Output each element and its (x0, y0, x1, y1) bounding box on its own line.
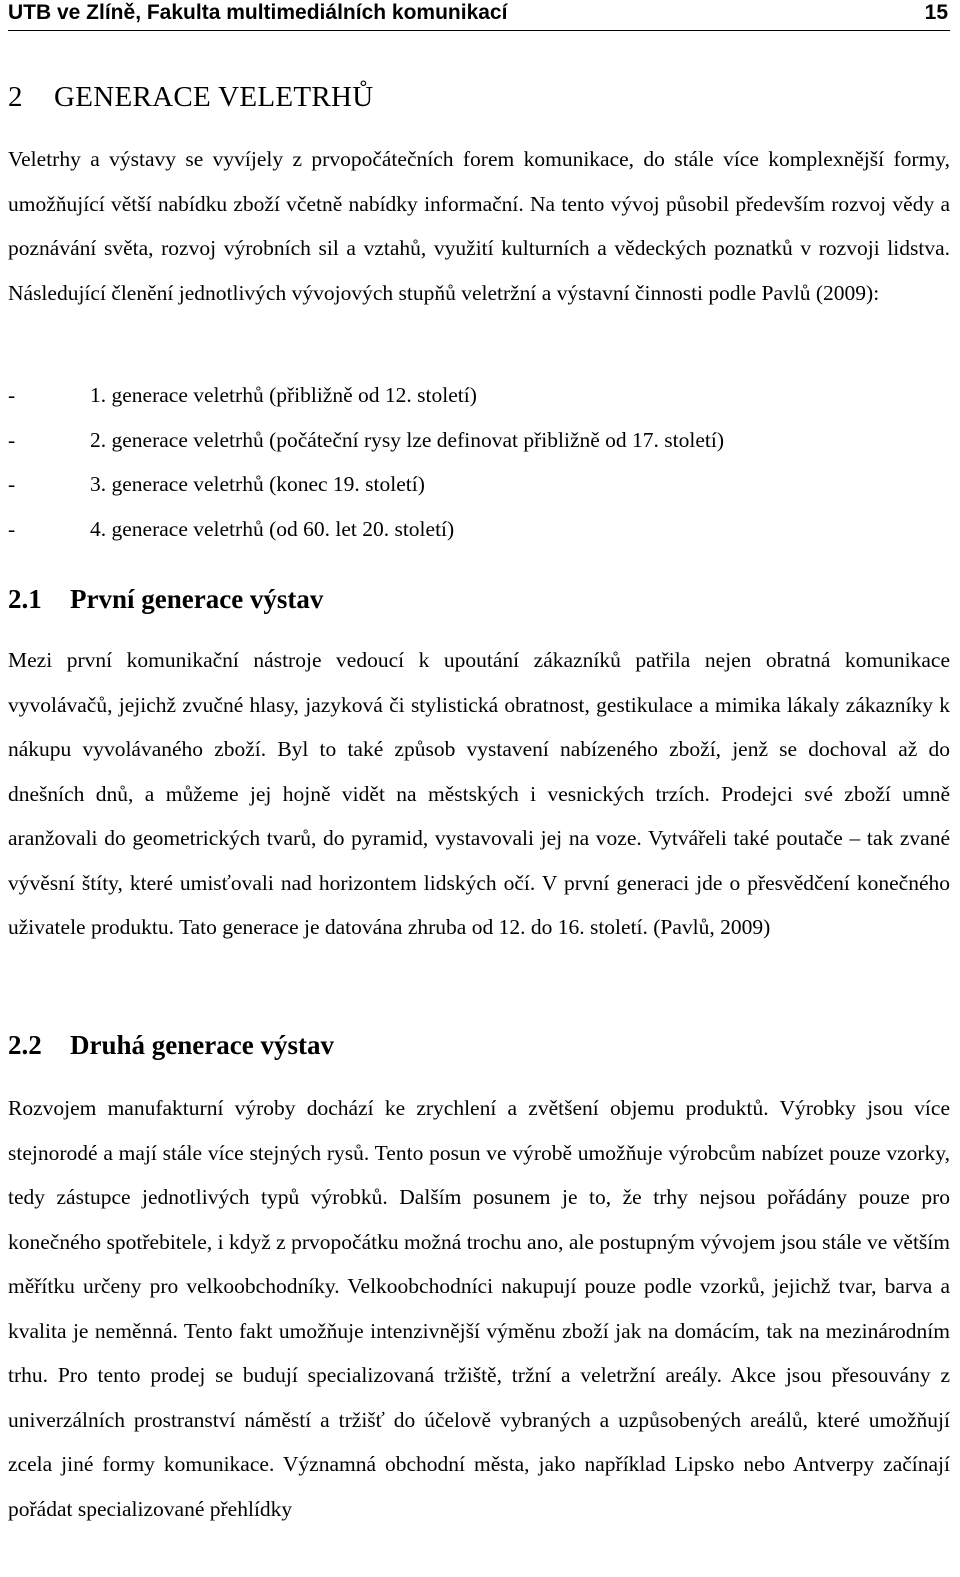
list-item (8, 462, 724, 507)
section-2-1-paragraph: Mezi první komunikační nástroje vedoucí k upoutání zákazníků patřila nejen obratná komunikace vyvolávačů, jejichž zvučné hlasy, jazyková či stylistická obratnost, gestikulace a mimika lákaly zákazníky k nákupu vyvolávaného zboží. Byl to také způsob vystavení nabízeného zboží, jenž se dochoval až do dnešních dnů, a můžeme jej hojně vidět na městských i vesnických trzích. Prodejci své zboží umně aranžovali do geometrických tvarů, do pyramid, vystavovali jej na voze. Vytvářeli také poutače – tak zvané vývěsní štíty, které umisťovali nad horizontem lidských očí. V první generaci jde o přesvědčení konečného uživatele produktu. Tato generace je datována zhruba od 12. do 16. století. (Pavlů, 2009) (8, 648, 950, 939)
section-number: 2.1 (8, 584, 42, 614)
chapter-title: GENERACE VELETRHŮ (54, 81, 374, 113)
chapter-heading (8, 80, 374, 114)
list-marker: - (8, 427, 16, 452)
list-item (8, 418, 724, 463)
generations-list (8, 373, 724, 551)
section-title: Druhá generace výstav (70, 1030, 334, 1060)
header-institution: UTB ve Zlíně, Fakulta multimediálních komunikací (8, 1, 508, 24)
list-item-text: 2. generace veletrhů (počáteční rysy lze definovat přibližně od 17. století) (90, 427, 724, 452)
list-item-text: 3. generace veletrhů (konec 19. století) (90, 472, 425, 496)
list-item (8, 507, 724, 552)
list-marker: - (8, 472, 16, 496)
page-number: 15 (924, 1, 948, 24)
list-item-text: 4. generace veletrhů (od 60. let 20. století) (90, 516, 455, 541)
list-marker: - (8, 516, 16, 541)
section-heading-2-2 (8, 1028, 334, 1062)
section-heading-2-1 (8, 582, 323, 616)
section-title: První generace výstav (70, 584, 324, 614)
intro-paragraph: Veletrhy a výstavy se vyvíjely z prvopočátečních forem komunikace, do stále více komplexnější formy, umožňující větší nabídku zboží včetně nabídky informační. Na tento vývoj působil především rozvoj vědy a poznávání světa, rozvoj výrobních sil a vztahů, využití kulturních a vědeckých poznatků v rozvoji lidstva. Následující členění jednotlivých vývojových stupňů veletržní a výstavní činnosti podle Pavlů (2009): (8, 147, 950, 305)
list-item-text: 1. generace veletrhů (přibližně od 12. století) (90, 383, 477, 407)
chapter-number: 2 (8, 81, 23, 113)
section-number: 2.2 (8, 1030, 42, 1060)
page-header (8, 0, 950, 31)
list-item (8, 373, 724, 418)
list-marker: - (8, 383, 16, 407)
section-2-2-paragraph: Rozvojem manufakturní výroby dochází ke zrychlení a zvětšení objemu produktů. Výrobky jsou více stejnorodé a mají stále více stejných rysů. Tento posun ve výrobě umožňuje výrobcům nabízet pouze vzorky, tedy zástupce jednotlivých typů výrobků. Dalším posunem je to, že trhy nejsou pořádány pouze pro konečného spotřebitele, i když z prvopočátku možná trochu ano, ale postupným vývojem jsou stále ve větším měřítku určeny pro velkoobchodníky. Velkoobchodníci nakupují pouze podle vzorků, jejichž tvar, barva a kvalita je neměnná. Tento fakt umožňuje intenzivnější výměnu zboží jak na domácím, tak na mezinárodním trhu. Pro tento prodej se budují specializovaná tržiště, tržní a veletržní areály. Akce jsou přesouvány z univerzálních prostranství náměstí a tržišť do účelově vybraných a uzpůsobených areálů, které umožňují zcela jiné formy komunikace. Významná obchodní města, jako například Lipsko nebo Antverpy začínají pořádat specializované přehlídky (8, 1096, 950, 1521)
